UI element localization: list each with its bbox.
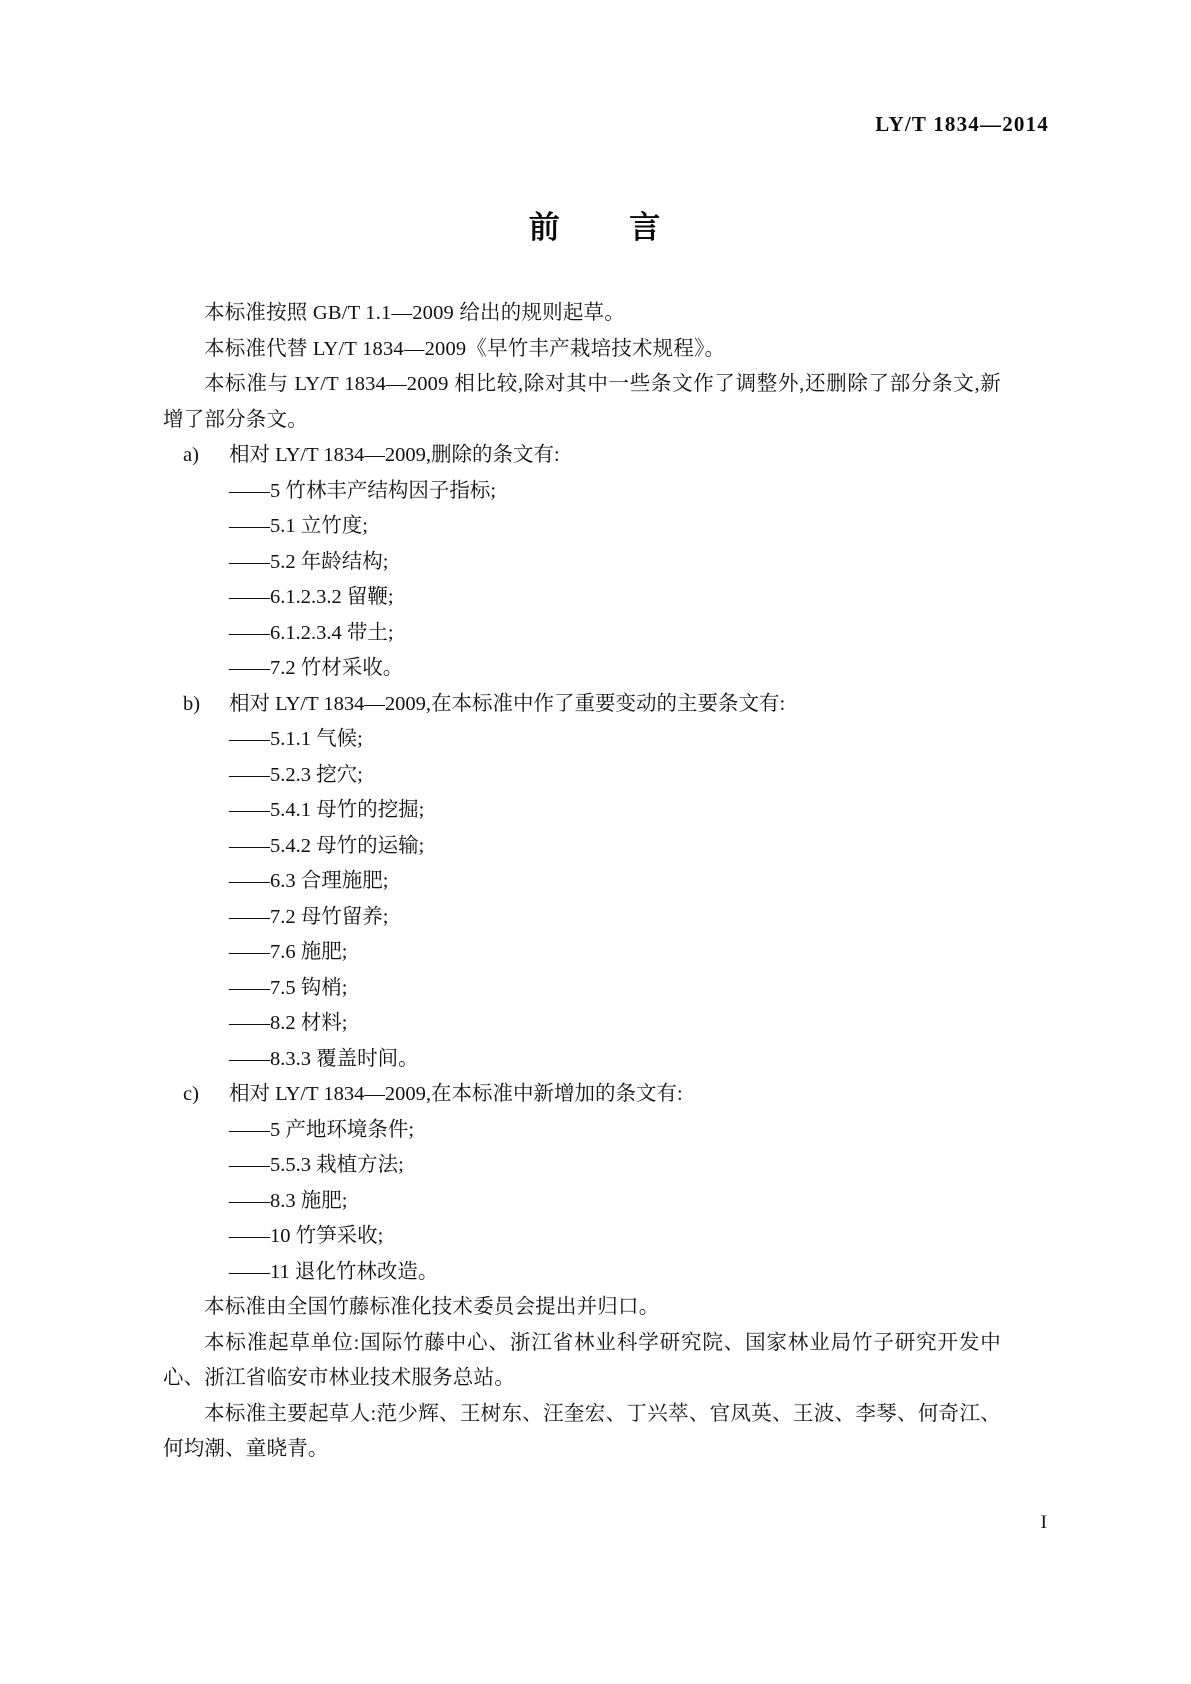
title-char-2: 言 [629, 210, 663, 246]
page-title [0, 202, 1191, 247]
clause-item: ——5.1 立竹度; [229, 515, 368, 537]
clause-marker-c: c) [183, 1083, 199, 1105]
clause-item: ——5.5.3 栽植方法; [229, 1154, 404, 1176]
clause-lead-b: 相对 LY/T 1834—2009,在本标准中作了重要变动的主要条文有: [229, 692, 786, 715]
clause-item: ——6.1.2.3.4 带土; [229, 621, 394, 644]
page-header: LY/T 1834—2014 [875, 112, 1049, 136]
clause-lead-c: 相对 LY/T 1834—2009,在本标准中新增加的条文有: [229, 1083, 683, 1105]
clause-item: ——5.2.3 挖穴; [229, 763, 363, 786]
clause-item: ——7.2 母竹留养; [229, 905, 389, 928]
clause-item: ——7.2 竹材采收。 [229, 657, 404, 679]
clause-item: ——6.3 合理施肥; [229, 870, 389, 892]
document-body [163, 296, 1001, 1468]
clause-item: ——5 竹林丰产结构因子指标; [229, 479, 497, 502]
clause-item: ——11 退化竹林改造。 [229, 1260, 439, 1283]
clause-item: ——8.2 材料; [229, 1012, 348, 1034]
clause-item: ——6.1.2.3.2 留鞭; [229, 586, 394, 608]
clause-item: ——7.6 施肥; [229, 941, 348, 963]
page-number: I [1040, 1512, 1047, 1533]
clause-lead-a: 相对 LY/T 1834—2009,删除的条文有: [229, 444, 560, 466]
paragraph-5: 本标准起草单位:国际竹藤中心、浙江省林业科学研究院、国家林业局竹子研究开发中心、浙江省临安市林业技术服务总站。 [163, 1331, 1001, 1389]
clause-item: ——5.4.2 母竹的运输; [229, 834, 425, 857]
clause-item: ——8.3.3 覆盖时间。 [229, 1047, 419, 1070]
clause-item: ——5.2 年龄结构; [229, 550, 389, 573]
clause-item: ——7.5 钩梢; [229, 976, 348, 999]
title-char-1: 前 [528, 210, 562, 246]
paragraph-2: 本标准代替 LY/T 1834—2009《早竹丰产栽培技术规程》。 [204, 337, 726, 360]
clause-section-c [163, 1077, 1001, 1113]
paragraph-1: 本标准按照 GB/T 1.1—2009 给出的规则起草。 [204, 302, 625, 324]
paragraph-6: 本标准主要起草人:范少辉、王树东、汪奎宏、丁兴萃、官凤英、王波、李琴、何奇江、何均潮、童晓青。 [163, 1402, 1001, 1460]
paragraph-4: 本标准由全国竹藤标准化技术委员会提出并归口。 [204, 1296, 660, 1318]
clause-marker-a: a) [183, 444, 199, 466]
clause-item: ——5.1.1 气候; [229, 728, 363, 750]
clause-item: ——10 竹笋采收; [229, 1225, 384, 1247]
clause-section-a [163, 438, 1001, 474]
clause-item: ——5.4.1 母竹的挖掘; [229, 799, 425, 821]
clause-item: ——8.3 施肥; [229, 1189, 348, 1212]
paragraph-3: 本标准与 LY/T 1834—2009 相比较,除对其中一些条文作了调整外,还删除了部分条文,新增了部分条文。 [163, 373, 1001, 431]
clause-item: ——5 产地环境条件; [229, 1118, 415, 1141]
clause-section-b [163, 687, 1001, 723]
clause-marker-b: b) [183, 692, 201, 715]
